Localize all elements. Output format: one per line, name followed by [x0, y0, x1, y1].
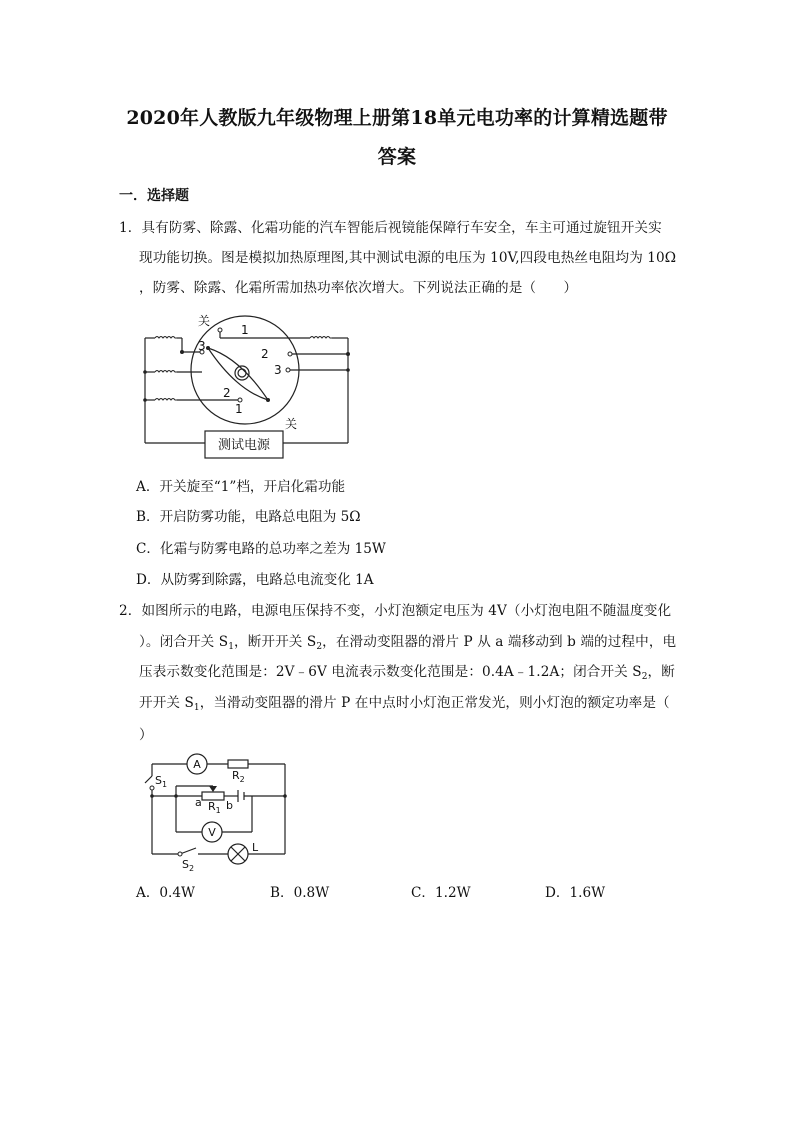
terminal-a-label: a — [195, 796, 202, 809]
document-title-line2: 答案 — [377, 146, 417, 168]
s2-label: $S_2$ — [182, 858, 195, 873]
voltmeter-label: V — [208, 826, 216, 839]
q1-text-line: ，防雾、除露、化霜所需加热功率依次增大。下列说法正确的是（ ） — [139, 280, 578, 296]
off-label: 关 — [285, 417, 298, 431]
q2-option-b: B．0.8W — [270, 885, 330, 901]
q2-circuit-diagram — [140, 748, 300, 878]
q1-option-a: A．开关旋至“1”档，开启化霜功能 — [136, 479, 346, 495]
q1-option-b: B．开启防雾功能，电路总电阻为 5Ω — [136, 509, 361, 525]
q2-option-d: D．1.6W — [545, 885, 606, 901]
ammeter-label: A — [193, 758, 201, 771]
lamp-label: L — [252, 841, 259, 854]
q2-text-line: 2．如图所示的电路，电源电压保持不变，小灯泡额定电压为 4V（小灯泡电阻不随温度变化 — [119, 603, 672, 619]
contact-label: 3 — [198, 339, 206, 353]
contact-label: 3 — [274, 363, 282, 377]
q1-circuit-diagram — [140, 310, 360, 470]
q1-text-line: 1．具有防雾、除露、化霜功能的汽车智能后视镜能保障行车安全，车主可通过旋钮开关实 — [119, 220, 662, 236]
s1-label: $S_1$ — [155, 774, 168, 789]
off-label: 关 — [198, 314, 211, 328]
q2-text-line: 开开关 $S_1$，当滑动变阻器的滑片 P 在中点时小灯泡正常发光，则小灯泡的额定功率是（ — [139, 695, 670, 713]
r1-label: $R_1$ — [208, 800, 221, 815]
q2-option-a: A．0.4W — [136, 885, 196, 901]
terminal-b-label: b — [226, 799, 233, 812]
q2-text-line: ）。闭合开关 $S_1$，断开开关 $S_2$，在滑动变阻器的滑片 P 从 a 端移动到 b 端的过程中，电 — [139, 634, 677, 652]
contact-label: 2 — [261, 347, 269, 361]
q2-text-line: ） — [139, 727, 153, 743]
contact-label: 2 — [223, 386, 231, 400]
contact-label: 1 — [235, 402, 243, 416]
r2-label: $R_2$ — [232, 769, 245, 784]
document-title-line1: 2020年人教版九年级物理上册第18单元电功率的计算精选题带 — [126, 107, 668, 129]
contact-label: 1 — [241, 323, 249, 337]
q1-option-c: C．化霜与防雾电路的总功率之差为 15W — [136, 541, 386, 557]
section-heading: 一．选择题 — [119, 188, 189, 204]
q1-text-line: 现功能切换。图是模拟加热原理图,其中测试电源的电压为 10V,四段电热丝电阻均为 10Ω — [139, 250, 677, 266]
q2-option-c: C．1.2W — [411, 885, 471, 901]
test-power-source-label: 测试电源 — [217, 438, 271, 453]
q2-text-line: 压表示数变化范围是：2V﹣6V 电流表示数变化范围是：0.4A﹣1.2A；闭合开关 $S_2$，断 — [139, 664, 675, 682]
q1-option-d: D．从防雾到除露，电路总电流变化 1A — [136, 572, 374, 588]
